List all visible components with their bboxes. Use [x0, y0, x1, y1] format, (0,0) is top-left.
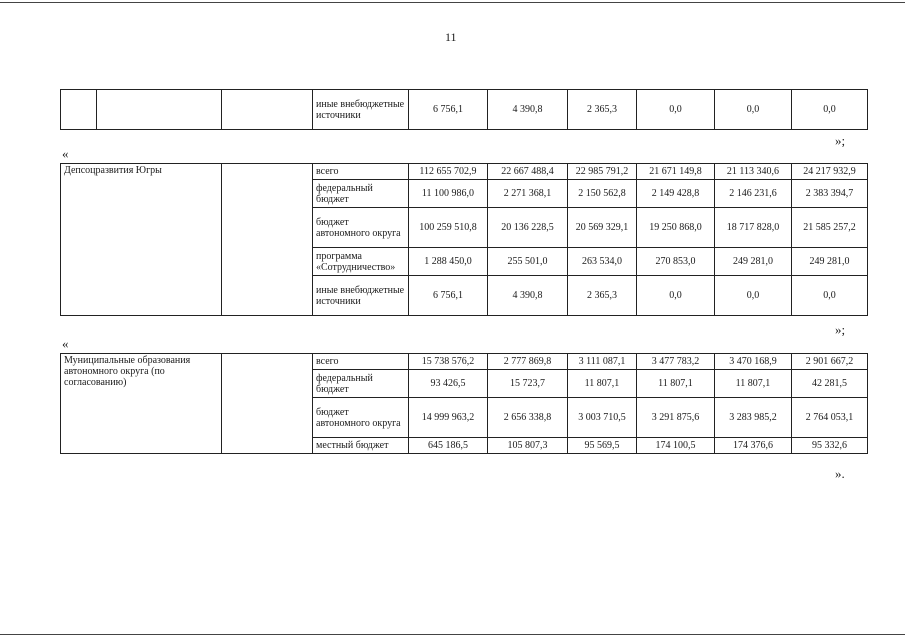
source-cell: всего	[313, 354, 409, 370]
source-cell: иные внебюджетные источники	[313, 276, 409, 316]
table-depsoc	[60, 163, 868, 316]
value-cell: 0,0	[792, 276, 868, 316]
value-cell: 174 376,6	[715, 438, 792, 454]
close-quote-mark: ».	[835, 466, 845, 481]
value-cell: 2 149 428,8	[637, 180, 715, 208]
value-cell: 0,0	[637, 276, 715, 316]
value-cell: 2 146 231,6	[715, 180, 792, 208]
value-cell: 0,0	[637, 90, 715, 130]
value-cell: 21 585 257,2	[792, 208, 868, 248]
source-cell: федеральный бюджет	[313, 180, 409, 208]
source-cell: всего	[313, 164, 409, 180]
value-cell: 19 250 868,0	[637, 208, 715, 248]
table-continuation	[60, 89, 868, 130]
table-row	[61, 164, 868, 180]
value-cell: 3 291 875,6	[637, 398, 715, 438]
value-cell: 3 477 783,2	[637, 354, 715, 370]
value-cell: 11 100 986,0	[409, 180, 488, 208]
empty-cell	[222, 164, 313, 316]
value-cell: 24 217 932,9	[792, 164, 868, 180]
source-cell: бюджет автономного округа	[313, 208, 409, 248]
source-cell: иные внебюджетные источники	[313, 90, 409, 130]
value-cell: 3 470 168,9	[715, 354, 792, 370]
value-cell: 2 764 053,1	[792, 398, 868, 438]
value-cell: 20 569 329,1	[568, 208, 637, 248]
empty-cell	[222, 90, 313, 130]
value-cell: 22 667 488,4	[488, 164, 568, 180]
value-cell: 249 281,0	[715, 248, 792, 276]
open-quote-mark: «	[62, 146, 69, 161]
value-cell: 15 723,7	[488, 370, 568, 398]
executor-cell: Муниципальные образования автономного округа (по согласованию)	[61, 354, 222, 454]
value-cell: 174 100,5	[637, 438, 715, 454]
empty-cell	[61, 90, 97, 130]
value-cell: 2 150 562,8	[568, 180, 637, 208]
top-scan-edge	[0, 2, 905, 3]
value-cell: 4 390,8	[488, 90, 568, 130]
executor-cell: Депсоцразвития Югры	[61, 164, 222, 316]
source-cell: местный бюджет	[313, 438, 409, 454]
value-cell: 1 288 450,0	[409, 248, 488, 276]
value-cell: 11 807,1	[568, 370, 637, 398]
empty-cell	[222, 354, 313, 454]
value-cell: 11 807,1	[637, 370, 715, 398]
value-cell: 42 281,5	[792, 370, 868, 398]
value-cell: 2 365,3	[568, 90, 637, 130]
value-cell: 105 807,3	[488, 438, 568, 454]
value-cell: 21 113 340,6	[715, 164, 792, 180]
value-cell: 18 717 828,0	[715, 208, 792, 248]
value-cell: 249 281,0	[792, 248, 868, 276]
empty-cell	[97, 90, 222, 130]
close-quote-mark: »;	[835, 322, 846, 337]
value-cell: 645 186,5	[409, 438, 488, 454]
value-cell: 93 426,5	[409, 370, 488, 398]
value-cell: 263 534,0	[568, 248, 637, 276]
value-cell: 20 136 228,5	[488, 208, 568, 248]
value-cell: 6 756,1	[409, 276, 488, 316]
source-cell: бюджет автономного округа	[313, 398, 409, 438]
value-cell: 3 111 087,1	[568, 354, 637, 370]
value-cell: 112 655 702,9	[409, 164, 488, 180]
table-municipal	[60, 353, 868, 454]
value-cell: 2 901 667,2	[792, 354, 868, 370]
value-cell: 95 332,6	[792, 438, 868, 454]
value-cell: 2 365,3	[568, 276, 637, 316]
value-cell: 100 259 510,8	[409, 208, 488, 248]
value-cell: 21 671 149,8	[637, 164, 715, 180]
value-cell: 2 383 394,7	[792, 180, 868, 208]
value-cell: 255 501,0	[488, 248, 568, 276]
value-cell: 15 738 576,2	[409, 354, 488, 370]
table-row	[61, 354, 868, 370]
value-cell: 0,0	[792, 90, 868, 130]
value-cell: 0,0	[715, 276, 792, 316]
open-quote-mark: «	[62, 336, 69, 351]
value-cell: 0,0	[715, 90, 792, 130]
source-cell: программа «Сотрудничество»	[313, 248, 409, 276]
value-cell: 95 569,5	[568, 438, 637, 454]
value-cell: 270 853,0	[637, 248, 715, 276]
close-quote-mark: »;	[835, 133, 846, 148]
page-number: 11	[445, 30, 457, 44]
value-cell: 2 777 869,8	[488, 354, 568, 370]
value-cell: 22 985 791,2	[568, 164, 637, 180]
table-row	[61, 90, 868, 130]
value-cell: 4 390,8	[488, 276, 568, 316]
value-cell: 2 271 368,1	[488, 180, 568, 208]
value-cell: 2 656 338,8	[488, 398, 568, 438]
value-cell: 14 999 963,2	[409, 398, 488, 438]
value-cell: 3 003 710,5	[568, 398, 637, 438]
source-cell: федеральный бюджет	[313, 370, 409, 398]
value-cell: 6 756,1	[409, 90, 488, 130]
bottom-scan-edge	[0, 634, 905, 635]
value-cell: 11 807,1	[715, 370, 792, 398]
value-cell: 3 283 985,2	[715, 398, 792, 438]
